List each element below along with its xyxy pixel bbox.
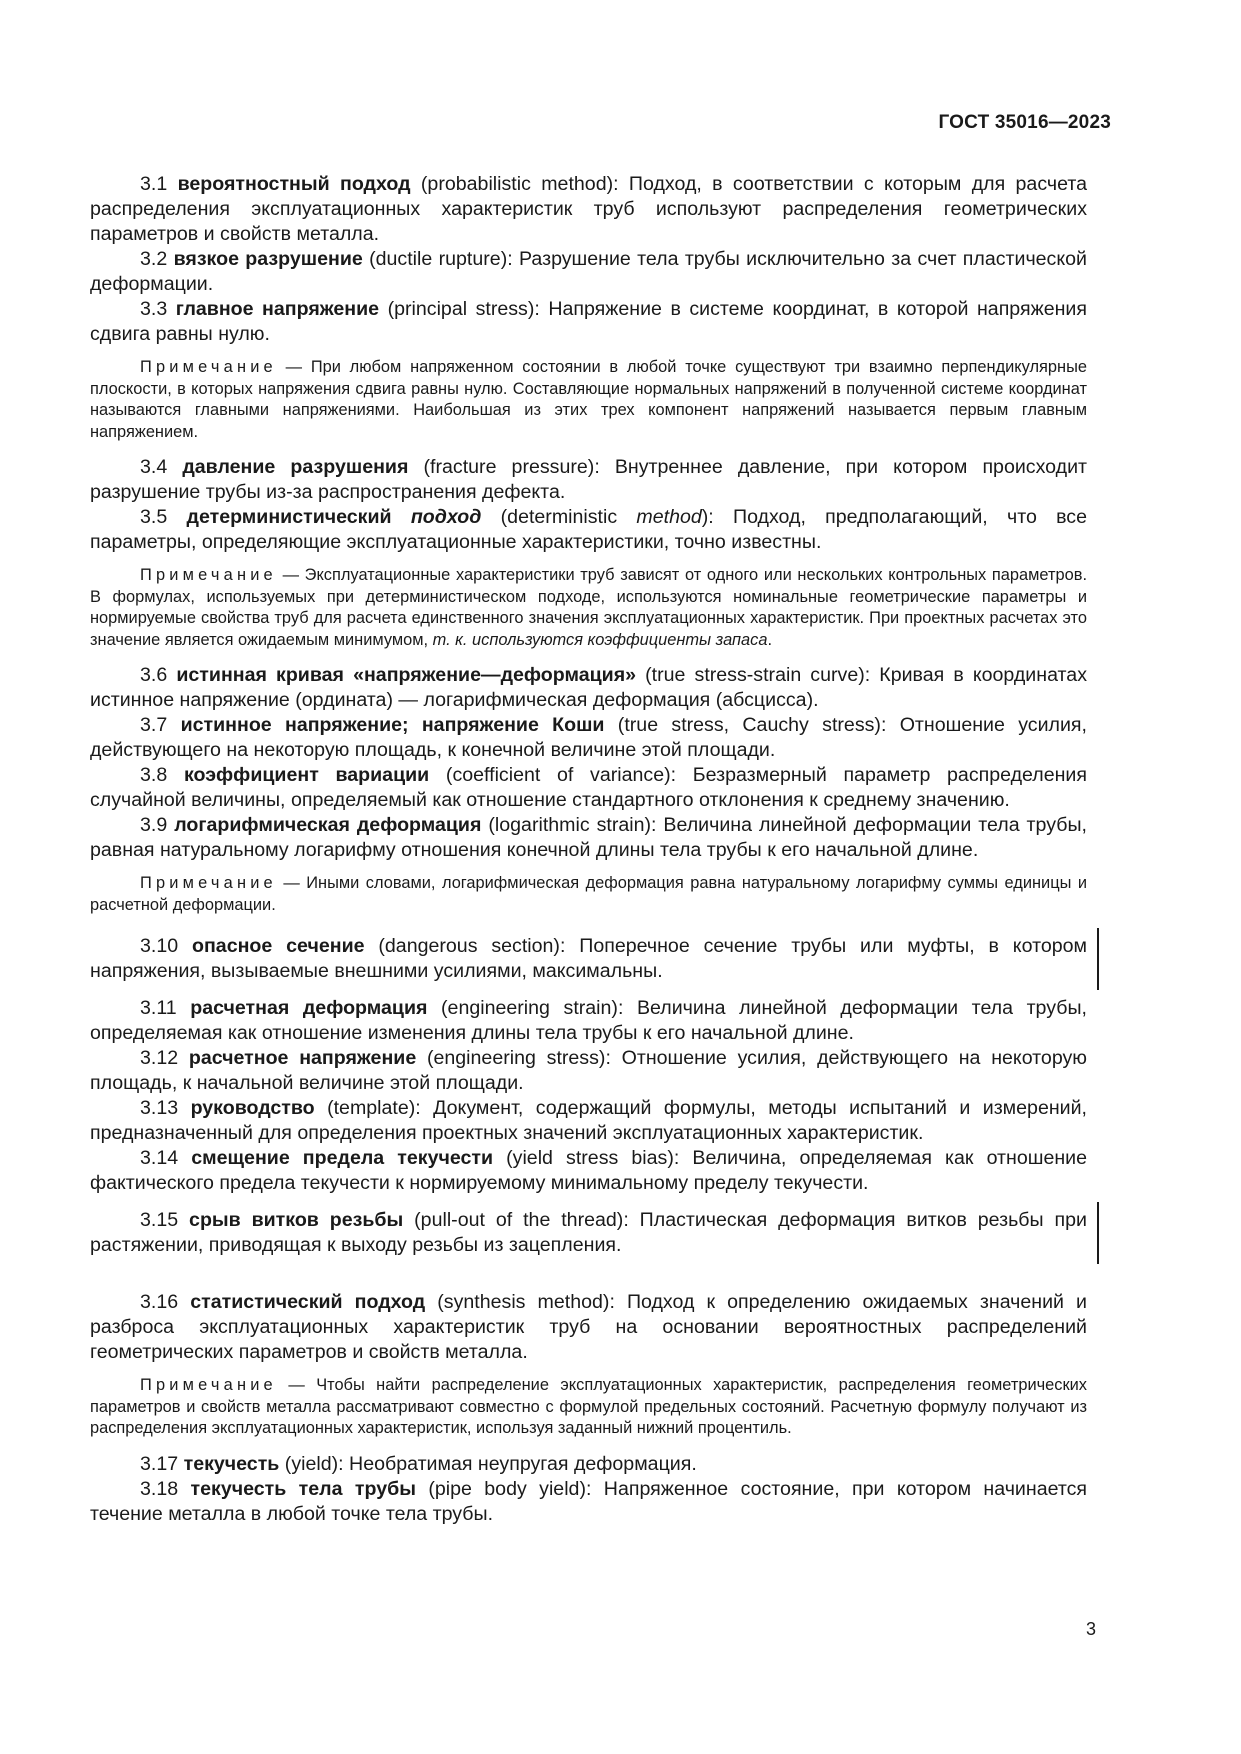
term-3-5: 3.5 детерминистический подход (deterministic method): Подход, предполагающий, что все параметры, определяющие эксплуатационные характеристики, точно известны.	[90, 506, 1087, 553]
term-title: руководство	[190, 1097, 315, 1119]
term-3-7: 3.7 истинное напряжение; напряжение Коши (true stress, Cauchy stress): Отношение усилия, действующего на некоторую площадь, к конечной величине этой площади.	[90, 714, 1087, 761]
terms-section	[90, 172, 1087, 1527]
term-3-18: 3.18 текучесть тела трубы (pipe body yield): Напряженное состояние, при котором начинается течение металла в любой точке тела трубы.	[90, 1477, 1087, 1525]
term-3-6: 3.6 истинная кривая «напряжение—деформация» (true stress-strain curve): Кривая в координатах истинное напряжение (ордината) — логарифмическая деформация (абсцисса).	[90, 664, 1087, 711]
term-3-16: 3.16 статистический подход (synthesis method): Подход к определению ожидаемых значений и разброса эксплуатационных характеристик труб на основании вероятностных распределений геометрических параметров и свойств металла.	[90, 1291, 1087, 1363]
term-title: вероятностный подход	[177, 173, 411, 195]
page-number: 3	[1085, 1619, 1096, 1639]
term-title: давление разрушения	[182, 456, 409, 478]
term-title: коэффициент вариации	[183, 764, 430, 786]
document-number: ГОСТ 35016—2023	[938, 112, 1111, 133]
term-3-12: 3.12 расчетное напряжение (engineering stress): Отношение усилия, действующего на некоторую площадь, к начальной величине этой площади.	[90, 1047, 1087, 1094]
term-title: вязкое разрушение	[173, 248, 363, 270]
term-3-17: 3.17 текучесть (yield): Необратимая неупругая деформация.	[140, 1452, 697, 1475]
term-3-2: 3.2 вязкое разрушение (ductile rupture): Разрушение тела трубы исключительно за счет пластической деформации.	[90, 248, 1087, 295]
term-3-10: 3.10 опасное сечение (dangerous section): Поперечное сечение трубы или муфты, в котором напряжения, вызываемые внешними усилиями, максимальны.	[90, 935, 1087, 982]
term-title: логарифмическая деформация	[174, 814, 482, 836]
term-title: статистический подход	[190, 1291, 426, 1313]
term-3-4: 3.4 давление разрушения (fracture pressure): Внутреннее давление, при котором происходит разрушение трубы из-за распространения дефекта.	[90, 456, 1087, 503]
note-3-5: Примечание — Эксплуатационные характеристики труб зависят от одного или нескольких контрольных параметров. В формулах, используемых при детерминистическом подходе, используются номинальные геометрические параметры и нормируемые свойства труб для расчета единственного значения эксплуатационных характеристик. При проектных расчетах это значение является ожидаемым минимумом, т. к. используются коэффициенты запаса.	[90, 566, 1087, 649]
note-3-16: Примечание — Чтобы найти распределение эксплуатационных характеристик, распределения геометрических параметров и свойств металла рассматривают совместно с формулой предельных состояний. Расчетную формулу получают из распределения эксплуатационных характеристик, используя заданный нижний процентиль.	[90, 1376, 1087, 1437]
term-3-15: 3.15 срыв витков резьбы (pull-out of the thread): Пластическая деформация витков резьбы при растяжении, приводящая к выходу резьбы из зацепления.	[90, 1209, 1087, 1256]
term-title: расчетная деформация	[190, 997, 428, 1019]
note-label: Примечание	[140, 566, 277, 584]
note-label: Примечание	[140, 874, 277, 892]
term-title: истинное напряжение; напряжение Коши	[180, 714, 605, 736]
term-title: расчетное напряжение	[188, 1047, 417, 1069]
term-title: текучесть	[183, 1452, 280, 1475]
term-3-14: 3.14 смещение предела текучести (yield stress bias): Величина, определяемая как отношение фактического предела текучести к нормируемому минимальному пределу текучести.	[90, 1147, 1088, 1194]
term-3-9: 3.9 логарифмическая деформация (logarithmic strain): Величина линейной деформации тела трубы, равная натуральному логарифму отношения конечной длины тела трубы к его начальной длине.	[90, 814, 1087, 861]
note-label: Примечание	[140, 1376, 277, 1394]
note-3-3: Примечание — При любом напряженном состоянии в любой точке существуют три взаимно перпендикулярные плоскости, в которых напряжения сдвига равны нулю. Составляющие нормальных напряжений в полученной системе координат называются главными напряжениями. Наибольшая из этих трех компонент напряжений называется первым главным напряжением.	[90, 358, 1087, 441]
term-title: опасное сечение	[192, 935, 365, 957]
term-3-8: 3.8 коэффициент вариации (coefficient of variance): Безразмерный параметр распределения случайной величины, определяемый как отношение стандартного отклонения к среднему значению.	[90, 764, 1087, 811]
term-3-11: 3.11 расчетная деформация (engineering strain): Величина линейной деформации тела трубы, определяемая как отношение изменения длины тела трубы к его начальной длине.	[90, 997, 1088, 1044]
term-title: смещение предела текучести	[191, 1147, 494, 1169]
term-3-1: 3.1 вероятностный подход (probabilistic method): Подход, в соответствии с которым для расчета распределения эксплуатационных характеристик труб используют распределения геометрических параметров и свойств металла.	[90, 173, 1088, 245]
term-title: срыв витков резьбы	[189, 1209, 404, 1231]
note-label: Примечание	[140, 358, 277, 376]
term-title: текучесть тела трубы	[190, 1477, 416, 1500]
term-3-3: 3.3 главное напряжение (principal stress): Напряжение в системе координат, в которой напряжения сдвига равны нулю.	[90, 298, 1087, 345]
term-title: истинная кривая «напряжение—деформация»	[176, 664, 637, 686]
term-title: детерминистический	[186, 506, 392, 528]
term-3-13: 3.13 руководство (template): Документ, содержащий формулы, методы испытаний и измерений, предназначенный для определения проектных значений эксплуатационных характеристик.	[90, 1097, 1087, 1144]
note-3-9: Примечание — Иными словами, логарифмическая деформация равна натуральному логарифму суммы единицы и расчетной деформации.	[90, 874, 1088, 914]
term-title: главное напряжение	[175, 298, 380, 320]
